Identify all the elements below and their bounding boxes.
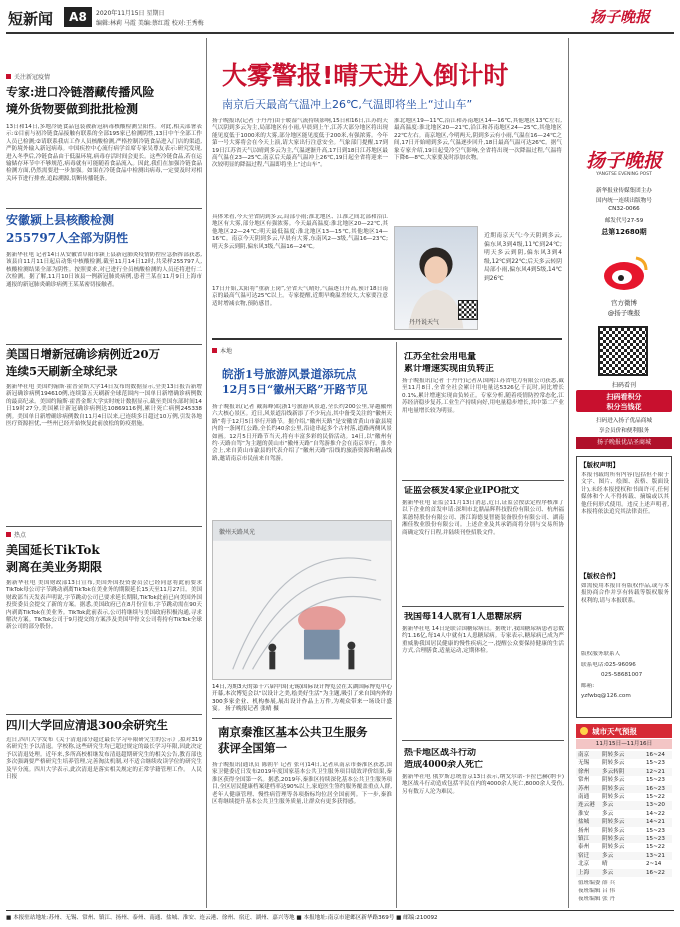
article-huizhou-body: 扬子晚报讯(记者 戴海峰)皖浙1号旅游风景道,全长约200公里,穿越徽州六大核心景区。近日,风景道沿线新添了不少玩点,其中备受关注的“徽州天路”将于12月5日举行开路节。据介绍,“徽州天路”是安徽省黄山市歙县境内的一条网红公路,全长约40余公里,沿途串起多个古村落,道路两侧风景如画。12月5日开路节当天,将有丰富多彩的民俗活动。14日,以“徽州有约·天路自驾”为主题的黄山市“徽州天路”自驾游推介会在南京举行。推介会上,来自黄山市歙县的代表介绍了“徽州天路”沿线的旅游资源和精品线路,邀请南京市民前来自驾游。: [212, 404, 392, 462]
weather-sun-icon: [580, 727, 588, 735]
weather-condition: 阴转多云: [602, 827, 625, 834]
weather-temp: 16~24: [646, 752, 665, 758]
headline-diabetes: 我国每14人就有1人患糖尿病: [404, 612, 522, 622]
weather-dates: 11月15日—11月16日: [576, 739, 672, 749]
weather-city: 南京: [578, 752, 590, 758]
points-line-1: 扫码看积分: [606, 393, 642, 401]
footer-text: ■ 本报驻站地址:苏州、无锡、常州、镇江、扬州、泰州、南通、盐城、淮安、连云港、徐州、宿迁、湖州、嘉兴等地 ■ 本报地址:南京市建邺区新华路369号 ■ 邮编:210092: [6, 915, 438, 921]
kicker-hot: 热点: [6, 530, 26, 539]
kicker-square-icon: [212, 348, 217, 353]
weather-row: [576, 776, 672, 784]
weather-row: [576, 810, 672, 818]
weather-condition: 阴转多云: [602, 794, 625, 800]
headline-nk-1: 热卡地区战斗行动: [404, 748, 477, 758]
col-divider-mid: [396, 342, 397, 908]
points-line-2: 积分当钱花: [606, 403, 642, 411]
headline-qinhuai-2: 获评全国第一: [218, 742, 287, 755]
headline-power-2: 累计增速实现由负转正: [404, 364, 495, 374]
weather-condition: 多云转阴: [602, 768, 625, 775]
promo-line: 扫码进入扬子优品商城: [596, 418, 652, 424]
weibo-label: 官方微博: [611, 299, 637, 307]
weather-temp: 15~23: [646, 836, 665, 842]
divider: [212, 718, 392, 719]
weather-temp: 15~23: [646, 827, 665, 834]
page-header: [0, 0, 680, 36]
reporter-qr-code[interactable]: [458, 300, 478, 320]
divider: [6, 208, 202, 209]
weather-row: [576, 860, 672, 868]
headline-power-1: 江苏全社会用电量: [404, 352, 477, 362]
weather-city: 无锡: [578, 760, 590, 767]
weather-row: [576, 801, 672, 809]
weather-temp: 2~14: [646, 861, 662, 868]
contact-label: 版权服务联系人: [581, 651, 621, 657]
staff-line: 夜班编辑 张 丹: [578, 896, 616, 902]
headline-ipo: 证监会核发4家企业IPO批文: [404, 486, 520, 496]
top-article-body-2: 具体来看,今天全省阴到多云,局部小雨;淮北地区、江淮之间北部和沿江地区有大雾,部分地区有强浓雾。今天最高温度:淮北地区20—22℃,其他地区22—24℃;明天最低温度:淮北地区13—15℃,其他地区14—16℃。南京今天阴到多云,早晨有大雾,东南风2—3级,气温16—23℃;明天多云到阴,偏东风3级,气温16—24℃。: [212, 214, 388, 250]
org-line: 新华报业传媒集团主办: [596, 188, 652, 194]
headline-yingshang-1: 安徽颍上县核酸检测: [6, 214, 115, 227]
contact-phone: 025-58681007: [601, 672, 643, 678]
top-article-body-1: 扬子晚报讯(记者 于丹丹)由于暖湿气流持续影响,15日和16日,江苏的天气以阴到多云为主,局部地区有小雨,早晨到上午,江苏大部分地区将出现能见度低于1000米的大雾,部分地区能见度低于200米,有强浓雾。今年第一号大雾将会在今天上演,请大家出行注意安全。气象部门提醒,17到19日江苏省天气以晴到多云为主,气温逐渐升高,17日到18日江苏地区最高气温在23—25℃,南京后天最高气温冲上26℃,19日起全省将迎来一次较明显的降温过程,气温即将坐上“过山车”。: [212, 118, 388, 169]
weather-condition: 阴转多云: [602, 760, 625, 767]
weather-condition: 多云: [602, 852, 614, 859]
weather-temp: 16~23: [646, 785, 665, 792]
kicker-square-icon: [6, 74, 11, 79]
kicker-local: 本地: [212, 346, 232, 355]
weather-temp: 16~22: [646, 869, 665, 876]
headline-coldchain-2: 境外货物要做到批批检测: [6, 103, 139, 116]
coop-title: 【版权合作】: [580, 572, 619, 580]
weather-row: [576, 827, 672, 835]
weibo-icon: [594, 250, 654, 294]
article-ipo-body: 据新华社电 证监会11月13日消息,近日,证监会按法定程序核准了以下企业的首发申请:深圳市北鼎晶辉科技股份有限公司、杭州福莱蒽特股份有限公司、浙江海德曼智能装备股份有限公司、湖南湘佳牧业股份有限公司。上述企业及其承销商将分别与交易所协商确定发行日程,并陆续刊登招股文件。: [402, 500, 564, 536]
date-line: 2020年11月15日 星期日: [96, 10, 165, 17]
header-rule: [6, 32, 674, 34]
weather-forecast-box: [576, 724, 672, 908]
weather-city: 淮安: [578, 810, 590, 817]
weather-condition: 阴转多云: [602, 777, 625, 784]
weather-title: 城市天气预报: [592, 727, 637, 736]
article-yingshang-body: 据新华社电 记者14日从安徽省阜阳市颍上县新冠肺炎疫情防控应急指挥部获悉,该县自11月11日起启动集中核酸检测,截至11月14日12时,共采样255797人,核酸检测结果全部为阴性。按照要求,对已进行全员核酸检测的人员还将进行二次检测。据了解,11月10日该县一例新冠肺炎病例,患者兰某在11月9日上海市通报的新冠肺炎确诊病例王某某密切接触者。: [6, 252, 202, 288]
header-masthead-logo: 扬子晚报: [590, 8, 651, 26]
weather-row: [576, 793, 672, 801]
qr-label: 扫码看刊: [611, 382, 636, 389]
huizhou-photo-label: 徽州天路风光: [219, 529, 256, 536]
weather-temp: 15~22: [646, 794, 665, 800]
article-sichuan-univ-body: 近日,四川大学发布《关于清退部分超过最长学习年限研究生的公示》,拟对319名研究生予以清退。学校称,这些研究生均已超过规定的最长学习年限,因此决定予以清退处理。近年来,多所高校相继发布清退超期研究生的相关公告,教育部也多次强调要严格研究生培养管理,完善淘汰机制,对不适合继续攻读学位的研究生及早分流。四川大学表示,此次清退是落实相关规定的正常学籍管理工作。 人民日报: [6, 737, 202, 781]
weather-temp: 15~23: [646, 760, 665, 767]
weather-temp: 15~23: [646, 777, 665, 784]
points-banner[interactable]: [576, 390, 672, 412]
coop-body: 如需使用本报自有版权作品,或与本报协商合作并享有转载等版权服务权利的,请与本报联系。: [581, 583, 669, 604]
weather-caption: 近期南京天气:今天阴到多云,偏东风3到4级,11℃到24℃;明天多云到阴,偏东风3到4级,12℃到22℃;后天多云转阴局部小雨,偏东风4到5级,14℃到26℃: [484, 233, 562, 282]
top-article-body-3: 17日开始,太阳将“重新上岗”,全省天气晴好,气温逐日升高,预计18日南京的最高气温可达25℃以上。专家提醒,近期早晚温差较大,大家要注意适时增减衣物,预防感冒。: [212, 286, 388, 307]
headline-yingshang-2: 255797人全部为阴性: [6, 232, 129, 245]
weather-temp: 12~21: [646, 768, 665, 775]
copyright-notice-box: [576, 456, 672, 718]
right-masthead-en: YANGTSE EVENING POST: [596, 172, 652, 177]
weather-city: 泰州: [578, 844, 590, 851]
headline-us-cases-2: 连续5天刷新全球纪录: [6, 365, 118, 378]
email-label: 邮箱:: [581, 683, 595, 689]
weather-city: 盐城: [578, 819, 590, 826]
article-qinhuai-body: 扬子晚报讯(通讯员 陈朝平 记者 张可)14日,记者从南京市秦淮区获悉,国家卫健委近日发布2019年度国家基本公共卫生服务项目绩效评价结果,秦淮区获得全国第一名。据悉,2019年,秦淮区持续深化基本公共卫生服务项目,全区居民健康档案建档率达90%以上,家庭医生签约服务覆盖重点人群,老年人健康管理、慢性病管理等各项指标均位居全国前列。下一步,秦淮区将继续提升基本公共卫生服务质量,让群众有更多获得感。: [212, 762, 392, 806]
headline-tiktok-1: 美国延长TikTok: [6, 544, 100, 557]
weather-city: 南通: [578, 794, 590, 800]
headline-tiktok-2: 剥离在美业务期限: [6, 561, 103, 574]
weather-temp: 14~22: [646, 810, 665, 817]
article-power-body: 扬子晚报讯(记者 于丹丹)记者从国网江苏省电力有限公司获悉,截至11月8日,全省全社会累计用电量达5326亿千瓦时,同比增长0.1%,累计增速实现由负转正。专家分析,随着疫情防控常态化,江苏经济稳步复苏,工业生产持续向好,用电量稳步增长,其中第二产业用电量增长较为明显。: [402, 378, 564, 414]
promo-line: 享会员价和便利服务: [598, 428, 650, 434]
huizhou-photo: [212, 520, 392, 680]
weather-city: 苏州: [578, 785, 590, 792]
weather-row: [576, 835, 672, 843]
top-article-body-4: 淮北地区19—11℃,沿江和苏南地区14—16℃,其他地区13℃左右,最高温度:淮北地区20—21℃,沿江和苏南地区24—25℃,其他地区22℃左右。南京地区,今明两天,阴到多云有小雨,气温在16—24℃之间,17日开始晴到多云,气温逐步回升,18日最高气温可达26℃。据气象专家介绍,19日起受冷空气影响,全省将出现一次降温过程,气温将下降6—8℃,大家要及时添加衣物。: [394, 118, 562, 162]
right-masthead: 扬子晚报: [585, 150, 662, 172]
weather-condition: 阴转多云: [602, 819, 625, 826]
org-line: 国内统一连续出版物号: [596, 198, 652, 204]
divider: [6, 714, 202, 715]
reporter-photo-name: 丹丹说天气: [409, 319, 440, 326]
headline-coldchain-1: 专家:进口冷链潜藏传播风险: [6, 86, 155, 99]
weather-city: 宿迁: [578, 852, 590, 859]
photo-caption: 14日,为期3天的第十六届中国(无锡)国际设计博览会在太湖国际博览中心开幕,本次博览会以“以设计之美,绘美好生活”为主题,吸引了来自国内外的300多家企业、机构参展,展出设计作品上万件,为观众带来一场设计盛宴。 扬子晚报记者 张晴 摄: [212, 684, 392, 713]
weather-row: [576, 751, 672, 759]
col-divider-left: [206, 38, 207, 908]
weather-condition: 阴转多云: [602, 836, 625, 842]
headline-qinhuai-1: 南京秦淮区基本公共卫生服务: [218, 726, 368, 739]
weibo-logo: [594, 250, 654, 294]
total-issue: 总第12680期: [601, 228, 647, 236]
weather-rows: [576, 751, 672, 877]
weather-city: 徐州: [578, 768, 590, 775]
staff-line: 夜班编辑 吕 伟: [578, 888, 616, 894]
headline-huizhou-1: 皖浙1号旅游风景道添玩点: [222, 368, 357, 381]
postal-code: 邮发代号27-59: [604, 218, 644, 224]
weibo-handle[interactable]: @扬子晚报: [607, 309, 641, 317]
weather-condition: 阴转多云: [602, 785, 625, 792]
divider: [402, 740, 564, 741]
promo-mall-banner[interactable]: 扬子晚报优品圣商城: [576, 437, 672, 449]
article-tiktok-body: 据新华社电 美国财政部13日宣布,美国外国投资委员会已经同意将此前要求TikTok母公司字节跳动剥离TikTok在美业务的期限延长15天至11月27日。美国财政部当天发表声明说,字节跳动公司已要求延长期限,TikTok此前已向美国外国投资委员会提交了新的方案。据悉,美国政府已在8月份宣布,字节跳动需在90天内剥离TikTok在美业务。TikTok此前表示,公司将继续与美国政府积极沟通,寻求解决方案。TikTok公司于9月提交的方案涉及美国甲骨文公司将持有TikTok全球新公司的部分股份。: [6, 580, 202, 631]
weather-row: [576, 869, 672, 877]
cn-number: CN32-0066: [608, 206, 640, 212]
staff-line: 值班编委 薛 兵: [578, 880, 616, 886]
weather-city: 连云港: [578, 802, 595, 809]
weather-temp: 13~20: [646, 802, 665, 809]
weather-row: [576, 818, 672, 826]
weather-row: [576, 843, 672, 851]
col-divider-right: [568, 38, 569, 908]
page-number: A8: [64, 7, 92, 27]
weather-condition: 晴: [602, 861, 608, 868]
top-subheadline: 南京后天最高气温冲上26℃,气温即将坐上“过山车”: [222, 98, 473, 111]
article-nk-body: 据新华社电 俄罗斯总统普京13日表示,纳戈尔诺-卡拉巴赫(纳卡)地区战斗行动造成包括平民在内的4000余人死亡,8000余人受伤,另有数万人沦为难民。: [402, 774, 564, 795]
kicker-square-icon: [6, 532, 11, 537]
divider: [6, 344, 202, 345]
read-paper-qr-code[interactable]: [598, 326, 648, 376]
weather-row: [576, 768, 672, 776]
section-name: 短新闻: [8, 10, 54, 28]
weather-city: 扬州: [578, 827, 590, 834]
contact-phone: 联系电话:025-96096: [581, 662, 636, 668]
divider: [402, 606, 564, 607]
weather-condition: 多云: [602, 802, 614, 809]
weather-temp: 15~22: [646, 844, 665, 851]
contact-email[interactable]: yzfwbq@126.com: [581, 693, 631, 699]
headline-sichuan-univ: 四川大学回应清退300余研究生: [6, 719, 169, 732]
weather-header: [576, 724, 672, 738]
headline-nk-2: 造成4000余人死亡: [404, 760, 484, 770]
weather-city: 北京: [578, 861, 590, 868]
weather-city: 常州: [578, 777, 590, 784]
weather-condition: 阴转多云: [602, 752, 625, 758]
weather-row: [576, 785, 672, 793]
weather-condition: 多云: [602, 869, 614, 876]
section-divider: [212, 338, 562, 340]
footer-rule: [6, 910, 674, 911]
weather-row: [576, 759, 672, 767]
expo-photo-icon: [213, 521, 391, 679]
top-headline: 大雾警报!晴天进入倒计时: [222, 62, 509, 90]
article-us-cases-body: 据新华社电 美国约翰斯·霍普金斯大学14日发布的数据显示,全美13日报告新增新冠确诊病例194610例,连续第五天刷新全球范围内一国单日新增确诊病例数的最高纪录。美国约翰斯·霍普金斯大学实时统计数据显示,截至美国东部时间14日19时27分,美国累计新冠确诊病例达10869116例,累计死亡病例245338例。美国单日新增确诊病例数自11月4日以来,已连续多日超过10万例,引发各地医疗资源担忧,一些州已经开始恢复此前放松的防疫措施。: [6, 384, 202, 428]
weather-city: 上海: [578, 869, 590, 876]
weather-temp: 13~21: [646, 852, 665, 859]
copyright-body: 本报刊载的所有内容(包括但不限于文字、图片、绘图、表格、版面设计),未经本报授权和书面许可,任何媒体和个人不得转载、摘编或以其他任何形式使用。违反上述声明者,本报将依法追究其法律责任。: [581, 472, 669, 516]
headline-huizhou-2: 12月5日“徽州天路”开路节见: [222, 384, 368, 396]
copyright-title: 【版权声明】: [580, 461, 619, 469]
weather-condition: 阴转多云: [602, 844, 625, 851]
weather-city: 镇江: [578, 836, 590, 842]
weather-condition: 多云: [602, 810, 614, 817]
headline-us-cases-1: 美国日增新冠确诊病例近20万: [6, 348, 161, 361]
divider: [402, 480, 564, 481]
divider: [6, 526, 202, 527]
article-diabetes-body: 据新华社电 14日是联合国糖尿病日。据统计,我国糖尿病患者总数约1.16亿,每14人中就有1人患糖尿病。专家表示,糖尿病已成为严重威胁我国居民健康的慢性疾病之一,提醒公众要保持健康的生活方式,合理膳食,适量运动,定期体检。: [402, 626, 564, 655]
weather-row: [576, 852, 672, 860]
kicker-covid: 关注新冠疫情: [6, 72, 50, 81]
article-coldchain-body: 13日和14日,多地冷链食品包装被新冠病毒核酸检测呈阳性。对此,相关部署表示:①目前与初冷链食品接触有联系的全部195家已检测阴性,13日中午全部工作人员已检测;②请联系我店工作人员核酸检测,严格控制冷链食品进入门店的渠道,严防境外输入新冠病毒。中国疾控中心流行病学首席专家吴尊友表示:研究发现,进入冬季后,冷链食品由于低温环境,病毒存活时间会更长。这些冷链食品,若在运输储存环节中不够规范,病毒就有可能随着食品流入。因此,我们在加强冷链食品检测方面,仍然需要进一步加强。如果在冷链食品中检测出病毒,一定要及时对相关环节进行排查,追踪溯源,切断传播链条。: [6, 124, 202, 182]
editor-line: 编辑:林莉 马霞 美编:蔡红霞 校对:王秀梅: [96, 20, 204, 27]
weather-temp: 14~21: [646, 819, 665, 826]
